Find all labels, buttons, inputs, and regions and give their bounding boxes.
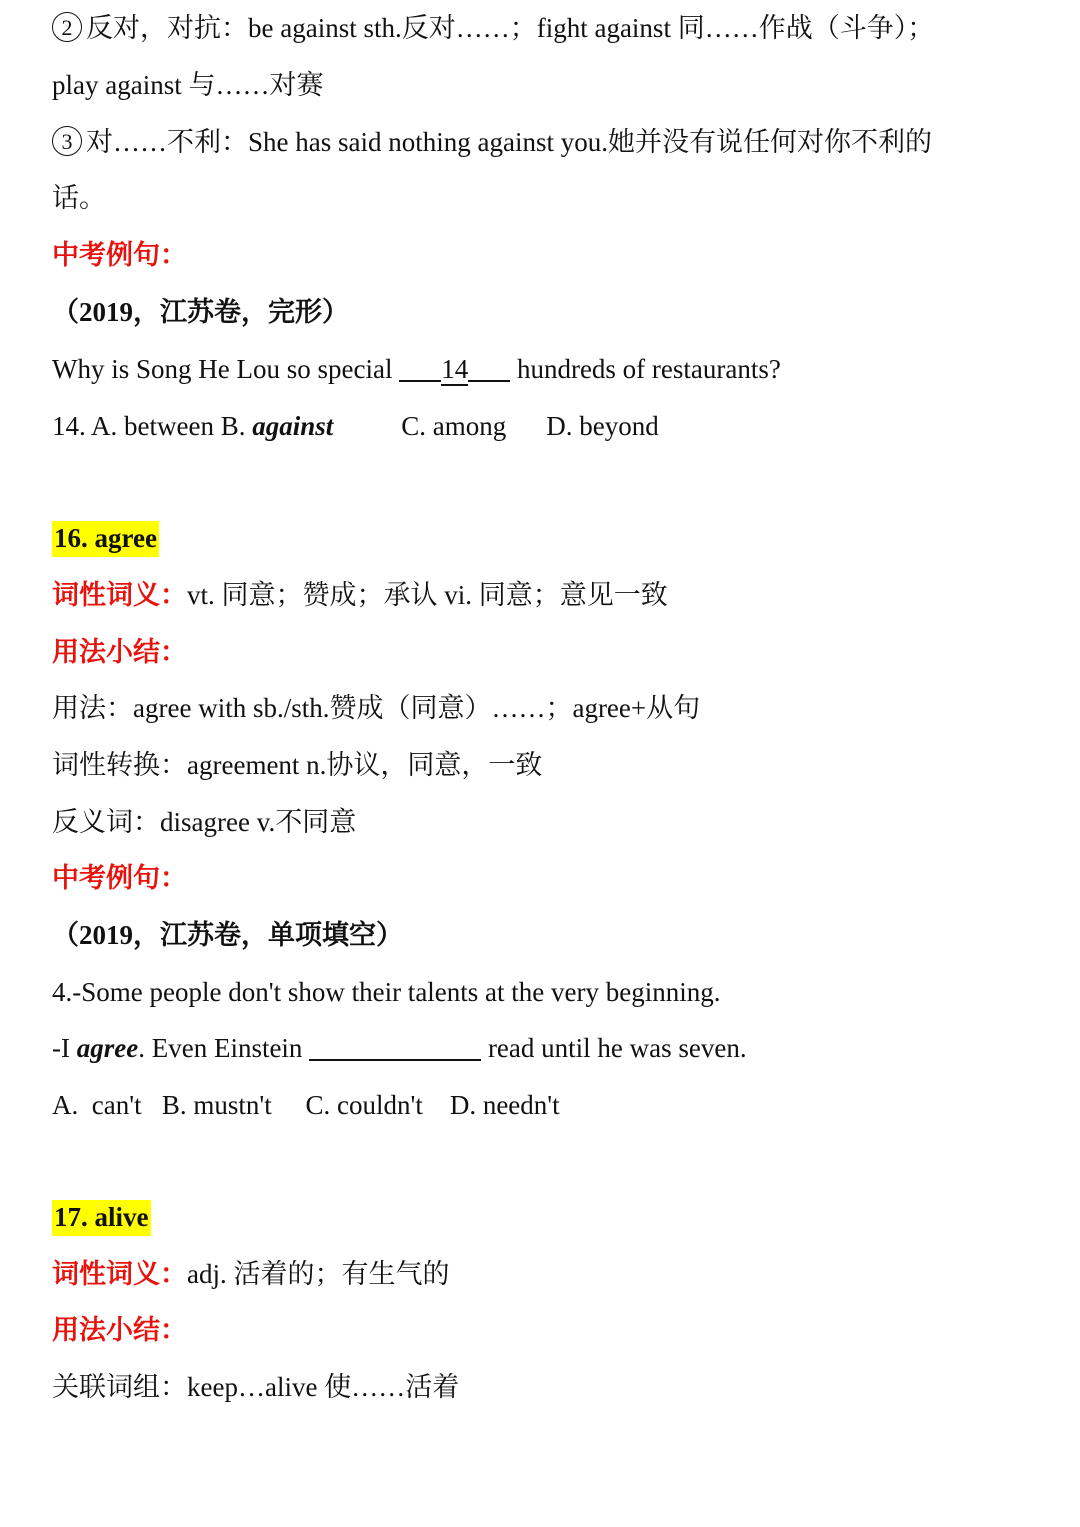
exam-source: （2019，江苏卷，单项填空） xyxy=(52,920,403,950)
phrase-text: 关联词组：keep…alive 使……活着 xyxy=(52,1372,460,1402)
pos-text: vt. 同意；赞成；承认 vi. 同意；意见一致 xyxy=(187,580,668,610)
word-heading xyxy=(52,1197,151,1237)
against-meaning-2 xyxy=(52,8,934,48)
exam-question: Why is Song He Lou so special 14 hundreds of restaurants? xyxy=(52,354,781,384)
answer-word: against xyxy=(252,411,334,441)
meaning-text: 对……不利：She has said nothing against you.她并没有说任何对你不利的 xyxy=(86,127,932,157)
exam-example-label: 中考例句： xyxy=(52,863,187,893)
exam-question: 4.-Some people don't show their talents at the very beginning. xyxy=(52,977,721,1007)
usage-label: 用法小结： xyxy=(52,637,187,667)
usage-label: 用法小结： xyxy=(52,1315,187,1345)
word-heading xyxy=(52,518,159,558)
exam-example-label: 中考例句： xyxy=(52,240,187,270)
antonym-text: 反义词：disagree v.不同意 xyxy=(52,807,357,837)
answer-blank xyxy=(399,354,441,382)
pos-label: 词性词义： xyxy=(52,1259,187,1289)
answer-blank xyxy=(309,1033,481,1061)
heading-highlight: 16. agree xyxy=(52,521,159,557)
heading-highlight: 17. alive xyxy=(52,1200,151,1236)
exam-options: 14. A. between B. against C. among D. beyond xyxy=(52,411,659,441)
meaning-text: 反对，对抗：be against sth.反对……；fight against 同……作战（斗争）； xyxy=(86,13,935,43)
against-meaning-2-cont: play against 与……对赛 xyxy=(52,70,324,100)
pos-meaning xyxy=(52,1254,450,1294)
against-meaning-3-cont: 话。 xyxy=(52,183,106,213)
exam-source: （2019，江苏卷，完形） xyxy=(52,297,349,327)
answer-word: agree xyxy=(76,1033,139,1063)
exam-question-reply: -I agree. Even Einstein read until he was seven. xyxy=(52,1033,747,1063)
pos-label: 词性词义： xyxy=(52,580,187,610)
answer-blank xyxy=(468,354,510,382)
conversion-text: 词性转换：agreement n.协议，同意，一致 xyxy=(52,750,543,780)
pos-meaning xyxy=(52,575,668,615)
circled-number: 2 xyxy=(52,12,82,42)
exam-options: A. can't B. mustn't C. couldn't D. needn't xyxy=(52,1090,560,1120)
usage-text: 用法：agree with sb./sth.赞成（同意）……；agree+从句 xyxy=(52,693,701,723)
circled-number: 3 xyxy=(52,126,82,156)
against-meaning-3 xyxy=(52,122,932,162)
pos-text: adj. 活着的；有生气的 xyxy=(187,1259,450,1289)
question-number: 14 xyxy=(441,354,469,384)
